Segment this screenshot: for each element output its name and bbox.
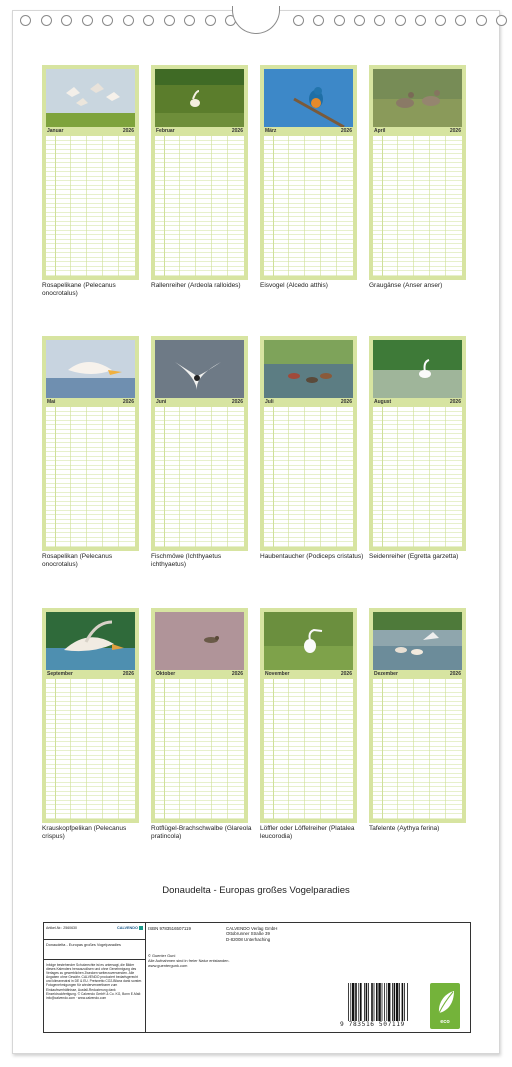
month-header [155, 399, 244, 406]
month-header [373, 671, 462, 678]
publisher-logo-text: CALVENDO [116, 926, 138, 930]
binding-hole [496, 15, 507, 26]
month-year: 2026 [340, 128, 352, 134]
barcode-bar [371, 983, 373, 1021]
barcode-number: 9 783516 507119 [340, 1021, 405, 1028]
eco-badge [430, 983, 460, 1029]
month-panel [42, 608, 139, 823]
binding-hole [455, 15, 466, 26]
binding-hole [313, 15, 324, 26]
day-grid [46, 679, 135, 819]
month-panel [260, 336, 357, 551]
calendar-title: Donaudelta - Europas großes Vogelparadies [162, 885, 350, 896]
binding-hole [102, 15, 113, 26]
barcode-bars [348, 983, 422, 1021]
day-grid [155, 136, 244, 276]
month-panel [42, 65, 139, 280]
photo-caption: Krauskopfpelikan (Pelecanus crispus) [42, 825, 127, 840]
month-name: Dezember [374, 671, 398, 677]
barcode-bar [392, 983, 393, 1021]
month-photo [155, 612, 244, 670]
barcode-bar [352, 983, 354, 1021]
publisher-logo [117, 926, 143, 930]
month-header [46, 671, 135, 678]
month-header [155, 128, 244, 135]
month-panel [151, 608, 248, 823]
month-name: September [47, 671, 73, 677]
binding-hole [415, 15, 426, 26]
month-header [264, 671, 353, 678]
binding-hole [41, 15, 52, 26]
binding-hole [205, 15, 216, 26]
article-number: Artikel-Nr.: 2560630 [46, 926, 77, 930]
barcode-bar [368, 983, 369, 1021]
barcode-bar [366, 983, 368, 1021]
binding-hole [476, 15, 487, 26]
month-header [264, 399, 353, 406]
day-grid [373, 136, 462, 276]
barcode-bar [394, 983, 396, 1021]
isbn: ISBN 9783516507119 [148, 926, 191, 931]
month-panel [260, 65, 357, 280]
barcode-bar [376, 983, 378, 1021]
photo-copyright: © Guenter Guni Alle Aufnahmen sind in freier Natur entstanden. www.guentergunk.com [148, 953, 230, 968]
barcode-bar [404, 983, 405, 1021]
month-panel [369, 608, 466, 823]
photo-caption: Rallenreiher (Ardeola ralloides) [151, 282, 241, 289]
month-name: Juli [265, 399, 274, 405]
month-year: 2026 [449, 128, 461, 134]
photo-caption: Seidenreiher (Egretta garzetta) [369, 553, 459, 560]
month-photo [373, 69, 462, 127]
month-header [46, 399, 135, 406]
binding-hole [293, 15, 304, 26]
day-grid [264, 679, 353, 819]
barcode [340, 983, 426, 1029]
month-photo [155, 69, 244, 127]
month-year: 2026 [122, 128, 134, 134]
binding-hole [334, 15, 345, 26]
month-photo [46, 340, 135, 398]
publisher-logo-icon [139, 926, 143, 930]
month-header [155, 671, 244, 678]
barcode-bar [384, 983, 385, 1021]
barcode-bar [378, 983, 380, 1021]
barcode-bar [350, 983, 351, 1021]
day-grid [264, 407, 353, 547]
binding-hole [184, 15, 195, 26]
barcode-bar [396, 983, 398, 1021]
barcode-bar [382, 983, 383, 1021]
photo-caption: Rosapelikane (Pelecanus onocrotalus) [42, 282, 116, 297]
binding-hole [143, 15, 154, 26]
imprint-box [43, 922, 471, 1033]
month-year: 2026 [231, 399, 243, 405]
barcode-bar [355, 983, 357, 1021]
month-panel [42, 336, 139, 551]
imprint-left-column [44, 923, 146, 1032]
photo-caption: Fischmöwe (Ichthyaetus ichthyaetus) [151, 553, 222, 568]
month-name: Oktober [156, 671, 176, 677]
day-grid [373, 407, 462, 547]
photo-caption: Haubentaucher (Podiceps cristatus) [260, 553, 364, 560]
month-panel [369, 336, 466, 551]
binding-hole [20, 15, 31, 26]
month-photo [264, 612, 353, 670]
day-grid [46, 407, 135, 547]
binding-hole [435, 15, 446, 26]
barcode-bar [386, 983, 387, 1021]
month-name: Januar [47, 128, 64, 134]
month-name: April [374, 128, 386, 134]
divider [44, 959, 145, 960]
month-year: 2026 [122, 671, 134, 677]
publisher-address: CALVENDO Verlag GmbH Ottobrunner Straße 39 D-82008 Unterhaching [226, 926, 278, 942]
photo-caption: Löffler oder Löffelreiher (Platalea leucorodia) [260, 825, 355, 840]
month-photo [46, 612, 135, 670]
month-panel [151, 65, 248, 280]
month-header [264, 128, 353, 135]
month-name: Mai [47, 399, 56, 405]
legal-text: Infolge bestehender Schutzrechte ist es untersagt, die Bilder dieses Kalenders herauszulösen und ohne Genehmigung des Verlages zu gewerblichen Zwecken weiterzuverwenden. Alle Angaben ohne Gewähr. CALVENDO produziert bedarfsgerecht und klimaneutral in DE & EU. Preisnetto CO2-Bilanz dank sorster. Fotogenehmigungen für wiederverwertbarer zum Einkaufsverhältnisse, Ausfall-Reduzierung dank Einzeldruckfertigung. © Calvendo GmbH & Co. KG, Bonn E-Mail: info@calvendo.com · www.calvendo.com [46, 963, 143, 1000]
photo-caption: Tafelente (Aythya ferina) [369, 825, 440, 832]
day-grid [155, 407, 244, 547]
photo-caption: Rosapelikan (Pelecanus onocrotalus) [42, 553, 113, 568]
month-photo [264, 69, 353, 127]
imprint-middle-column [148, 926, 230, 968]
eco-label: eco [440, 1019, 450, 1025]
month-year: 2026 [449, 399, 461, 405]
month-header [373, 128, 462, 135]
binding-hole [61, 15, 72, 26]
month-name: August [374, 399, 392, 405]
binding-hole [374, 15, 385, 26]
month-year: 2026 [340, 399, 352, 405]
imprint-subtitle: Donaudelta - Europas großes Vogelparadies [46, 943, 121, 947]
day-grid [155, 679, 244, 819]
binding-hole [395, 15, 406, 26]
binding-hole [82, 15, 93, 26]
divider [44, 939, 145, 940]
barcode-bar [388, 983, 390, 1021]
month-photo [155, 340, 244, 398]
month-year: 2026 [231, 128, 243, 134]
month-name: Februar [156, 128, 175, 134]
month-name: November [265, 671, 290, 677]
month-year: 2026 [122, 399, 134, 405]
month-photo [373, 340, 462, 398]
photo-caption: Graugänse (Anser anser) [369, 282, 443, 289]
barcode-bar [360, 983, 362, 1021]
month-panel [260, 608, 357, 823]
barcode-bar [348, 983, 349, 1021]
binding-hole [164, 15, 175, 26]
month-header [46, 128, 135, 135]
month-year: 2026 [231, 671, 243, 677]
barcode-bar [402, 983, 404, 1021]
month-panel [151, 336, 248, 551]
month-year: 2026 [340, 671, 352, 677]
barcode-bar [364, 983, 365, 1021]
month-year: 2026 [449, 671, 461, 677]
photo-caption: Rotflügel-Brachschwalbe (Glareola pratincola) [151, 825, 252, 840]
month-name: März [265, 128, 277, 134]
day-grid [373, 679, 462, 819]
photo-caption: Eisvogel (Alcedo atthis) [260, 282, 328, 289]
barcode-bar [407, 983, 408, 1021]
barcode-bar [358, 983, 359, 1021]
month-photo [264, 340, 353, 398]
barcode-bar [374, 983, 375, 1021]
binding-hole [354, 15, 365, 26]
binding-hole [123, 15, 134, 26]
month-photo [46, 69, 135, 127]
day-grid [46, 136, 135, 276]
month-name: Juni [156, 399, 167, 405]
day-grid [264, 136, 353, 276]
month-header [373, 399, 462, 406]
barcode-bar [399, 983, 400, 1021]
month-photo [373, 612, 462, 670]
month-panel [369, 65, 466, 280]
